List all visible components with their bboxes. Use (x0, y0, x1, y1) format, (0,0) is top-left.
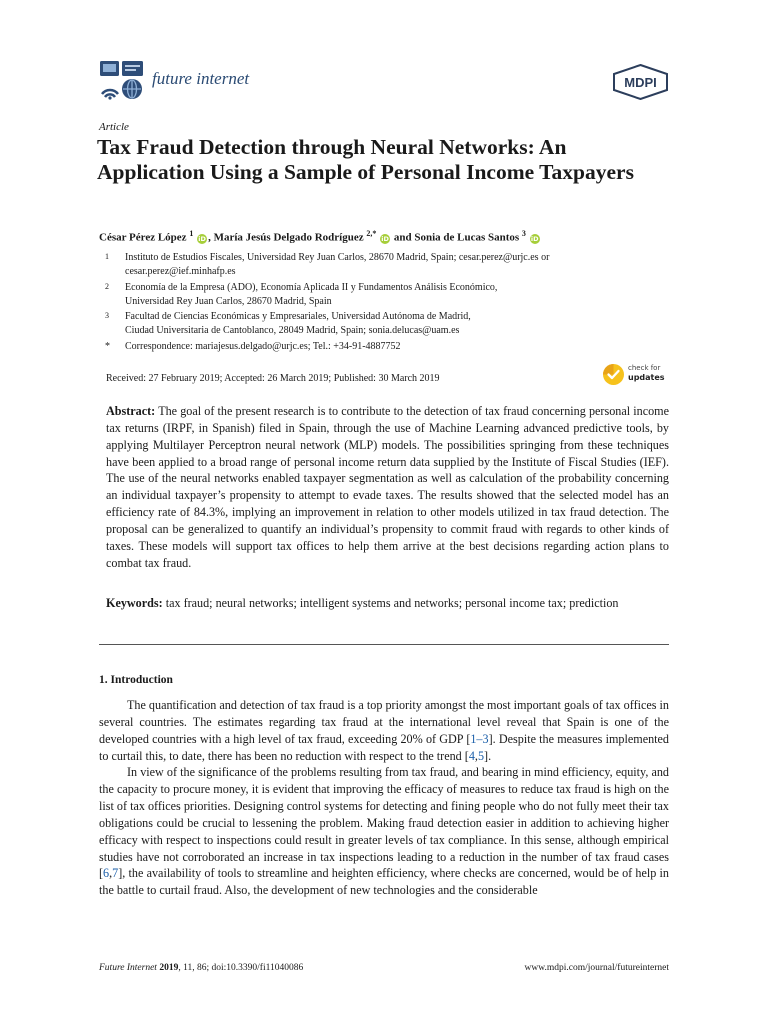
affiliation-line: cesar.perez@ief.minhafp.es (125, 265, 236, 277)
paper-title: Tax Fraud Detection through Neural Networks: An Application Using a Sample of Personal Income Taxpayers (97, 135, 634, 184)
text-run: The quantification and detection of tax fraud is a top priority amongst the most important goals of tax offices in several countries. The estimates regarding tax fraud at the international level reveal that Spain is one of the developed countries with a high level of tax fraud, exceeding 20% of GDP [ (99, 698, 669, 746)
affiliation-mark: 2 (105, 282, 109, 291)
journal-logo-icon (99, 60, 145, 100)
author-separator: , (208, 231, 214, 244)
footer-year: 2019 (159, 963, 179, 973)
check-updates-icon (602, 363, 625, 386)
text-run: , (109, 866, 113, 881)
affiliation (125, 281, 675, 308)
article-type: Article (99, 121, 129, 133)
journal-name: future internet (152, 69, 250, 88)
author-separator: and (391, 231, 415, 244)
abstract-text: The goal of the present research is to contribute to the detection of tax fraud concerning personal income tax returns (IRPF, in Spanish) filed in Spain, through the use of Machine Learning advanced predictive tools, by applying Multilayer Perceptron neural network (MLP) models. The possibilities springing from these techniques have been applied to a broad range of personal income return data supplied by the Institute of Fiscal Studies (IEF). The use of the neural networks enabled taxpayer segmentation as well as calculation of the probability concerning an individual taxpayer’s propensity to attempt to evade taxes. The results showed that the selected model has an efficiency rate of 84.3%, implying an improvement in relation to other models utilized in tax fraud detection. The proposal can be generalized to quantify an individual’s propensity to commit fraud with regards to other kinds of taxes. These models will support tax offices to help them arrive at the best decisions regarding action plans to combat tax fraud. (106, 404, 669, 570)
affiliation-line: Ciudad Universitaria de Cantoblanco, 28049 Madrid, Spain; sonia.delucas@uam.es (125, 324, 460, 336)
section-divider (99, 644, 669, 645)
author-affiliation-mark: 2,* (366, 229, 377, 238)
footer-doi: , 11, 86; doi:10.3390/fi11040086 (178, 963, 304, 973)
check-updates-label-top: check for (628, 364, 661, 372)
correspondence-line: Correspondence: mariajesus.delgado@urjc.es; Tel.: +34-91-4887752 (125, 341, 401, 352)
affiliation-line: Economía de la Empresa (ADO), Economía Aplicada II y Fundamentos Análisis Económico, (125, 282, 498, 293)
affiliation-mark: 1 (105, 252, 109, 261)
text-run: ]. (484, 748, 492, 763)
citation-link[interactable]: 1–3 (470, 731, 489, 746)
footer-citation (99, 963, 303, 973)
mdpi-logo-text: MDPI (624, 75, 657, 90)
affiliation-line: Instituto de Estudios Fiscales, Universidad Rey Juan Carlos, 28670 Madrid, Spain; cesar.perez@urjc.es or (125, 252, 550, 263)
orcid-icon[interactable]: iD (381, 234, 389, 243)
intro-paragraph (99, 697, 669, 764)
intro-paragraph (99, 764, 669, 899)
abstract-label: Abstract: (106, 404, 156, 418)
orcid-icon[interactable]: iD (530, 234, 539, 243)
keywords (106, 595, 669, 612)
section-heading: 1. Introduction (99, 674, 173, 686)
mdpi-logo (612, 64, 669, 100)
citation-link[interactable]: 7 (112, 866, 119, 881)
introduction-body (99, 697, 669, 899)
text-run: ]. Despite the measures implemented to curtail this, to date, there has been no reduction with respect to the trend [ (99, 731, 669, 763)
author-name: Sonia de Lucas Santos (414, 231, 520, 244)
affiliation-mark: 3 (105, 311, 109, 320)
affiliation (125, 251, 675, 278)
keywords-label: Keywords: (106, 596, 163, 610)
affiliation-line: Facultad de Ciencias Económicas y Empresariales, Universidad Autónoma de Madrid, (125, 311, 471, 322)
abstract (106, 403, 669, 571)
keywords-text: tax fraud; neural networks; intelligent systems and networks; personal income tax; prediction (165, 596, 619, 610)
footer-journal-url[interactable]: www.mdpi.com/journal/futureinternet (524, 963, 669, 973)
publication-dates: Received: 27 February 2019; Accepted: 26 March 2019; Published: 30 March 2019 (106, 373, 440, 384)
citation-link[interactable]: 4 (468, 748, 475, 763)
author-name: César Pérez López (99, 231, 187, 244)
text-run: , (474, 748, 478, 763)
check-updates-label-bottom: updates (628, 373, 665, 382)
orcid-icon[interactable]: iD (198, 234, 206, 243)
affiliation-line: Universidad Rey Juan Carlos, 28670 Madrid, Spain (125, 295, 332, 307)
affiliation (125, 310, 675, 337)
author-affiliation-mark: 3 (521, 229, 526, 238)
text-run: ], the availability of tools to streamline and heighten efficiency, where checks are concerned, would be of help in the battle to curtail fraud. Also, the development of new technologies and the considerable (99, 866, 669, 898)
citation-link[interactable]: 6 (103, 866, 110, 881)
author-list (99, 229, 674, 244)
author-affiliation-mark: 1 (189, 229, 194, 238)
correspondence-mark: * (105, 341, 110, 352)
check-for-updates-button[interactable] (602, 362, 674, 388)
citation-link[interactable]: 5 (477, 748, 485, 763)
text-run: In view of the significance of the problems resulting from tax fraud, and bearing in mind efficiency, equity, and the capacity to procure money, it is evident that improving the efficacy of measures to reduce tax fraud is high on the list of tax offices priorities. Designing control systems for detecting and fining people who do not fully meet their tax obligations could be crucial to lessening the problem. Making fraud detection easier in addition to achieving higher efficacy with respect to inspections could result in greater levels of tax compliance. In this sense, although empirical studies have not corroborated an increase in tax inspections leading to a reduction in the number of tax fraud cases [ (99, 765, 669, 881)
author-name: María Jesús Delgado Rodríguez (213, 231, 364, 244)
correspondence (125, 340, 675, 354)
footer-journal: Future Internet (99, 963, 157, 973)
